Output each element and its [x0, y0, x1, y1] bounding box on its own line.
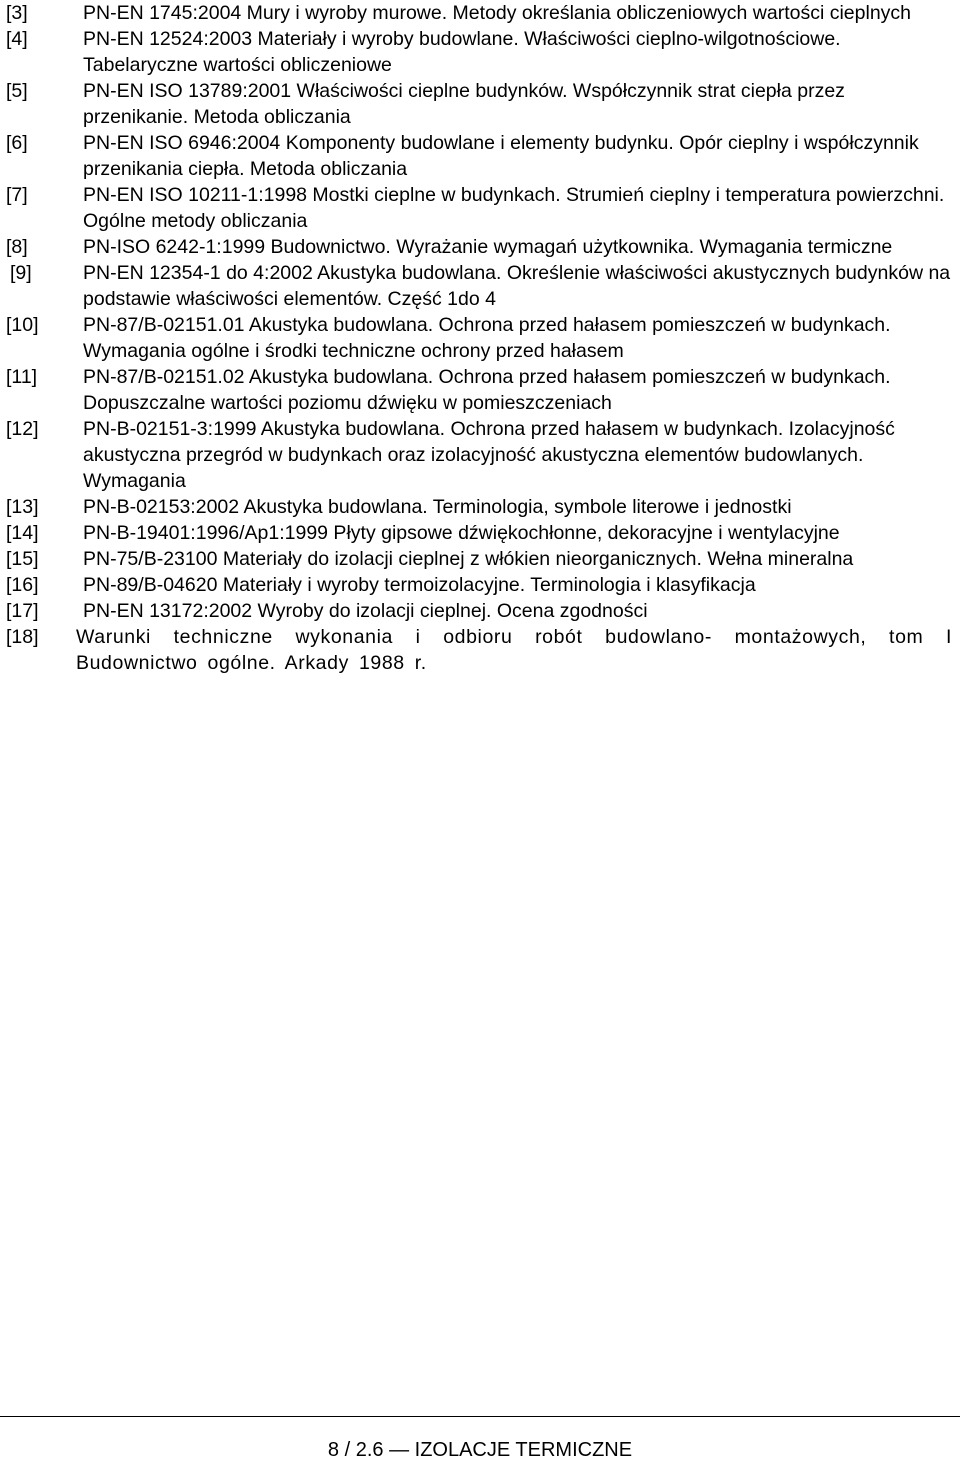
reference-number: [14]	[6, 522, 39, 544]
reference-item-18	[0, 624, 960, 676]
reference-number: [3]	[6, 2, 28, 24]
reference-item-11	[0, 364, 960, 416]
reference-item-14	[0, 520, 960, 546]
reference-text: PN-EN 1745:2004 Mury i wyroby murowe. Metody określania obliczeniowych wartości cieplnych	[83, 2, 912, 24]
reference-number: [8]	[6, 236, 28, 258]
reference-text: PN-89/B-04620 Materiały i wyroby termoizolacyjne. Terminologia i klasyfikacja	[83, 574, 756, 596]
reference-item-9	[0, 260, 960, 312]
reference-item-3	[0, 0, 960, 26]
reference-number: [18]	[6, 626, 39, 648]
reference-text: Warunki techniczne wykonania i odbioru robót budowlano- montażowych, tom I Budownictwo ogólne. Arkady 1988 r.	[76, 626, 952, 674]
reference-item-16	[0, 572, 960, 598]
reference-text: PN-EN ISO 13789:2001 Właściwości cieplne budynków. Współczynnik strat ciepła przez przenikanie. Metoda obliczania	[83, 80, 845, 128]
page-footer: 8 / 2.6 — IZOLACJE TERMICZNE	[327, 1439, 633, 1461]
reference-number: [11]	[6, 366, 38, 388]
reference-item-15	[0, 546, 960, 572]
reference-number: [17]	[6, 600, 39, 622]
reference-item-4	[0, 26, 960, 78]
reference-item-7	[0, 182, 960, 234]
reference-number: [9]	[10, 262, 32, 284]
reference-text: PN-EN 13172:2002 Wyroby do izolacji cieplnej. Ocena zgodności	[83, 600, 648, 622]
reference-item-6	[0, 130, 960, 182]
reference-number: [10]	[6, 314, 39, 336]
reference-item-17	[0, 598, 960, 624]
reference-text: PN-87/B-02151.01 Akustyka budowlana. Ochrona przed hałasem pomieszczeń w budynkach. Wymagania ogólne i środki techniczne ochrony przed hałasem	[83, 314, 891, 362]
reference-item-8	[0, 234, 960, 260]
reference-item-13	[0, 494, 960, 520]
reference-text: PN-B-02153:2002 Akustyka budowlana. Terminologia, symbole literowe i jednostki	[83, 496, 792, 518]
reference-text: PN-EN 12354-1 do 4:2002 Akustyka budowlana. Określenie właściwości akustycznych budynków na podstawie właściwości elementów. Część 1do 4	[83, 262, 951, 310]
reference-item-10	[0, 312, 960, 364]
footer-divider	[0, 1416, 960, 1417]
reference-number: [5]	[6, 80, 28, 102]
reference-text: PN-EN ISO 10211-1:1998 Mostki cieplne w budynkach. Strumień cieplny i temperatura powierzchni. Ogólne metody obliczania	[83, 184, 945, 232]
reference-number: [16]	[6, 574, 39, 596]
reference-text: PN-EN ISO 6946:2004 Komponenty budowlane i elementy budynku. Opór cieplny i współczynnik przenikania ciepła. Metoda obliczania	[83, 132, 919, 180]
reference-number: [12]	[6, 418, 39, 440]
reference-text: PN-B-19401:1996/Ap1:1999 Płyty gipsowe dźwiękochłonne, dekoracyjne i wentylacyjne	[83, 522, 840, 544]
reference-text: PN-ISO 6242-1:1999 Budownictwo. Wyrażanie wymagań użytkownika. Wymagania termiczne	[83, 236, 893, 258]
reference-text: PN-75/B-23100 Materiały do izolacji cieplnej z włókien nieorganicznych. Wełna mineralna	[83, 548, 854, 570]
reference-number: [7]	[6, 184, 28, 206]
reference-text: PN-EN 12524:2003 Materiały i wyroby budowlane. Właściwości cieplno-wilgotnościowe. Tabelaryczne wartości obliczeniowe	[83, 28, 841, 76]
reference-text: PN-87/B-02151.02 Akustyka budowlana. Ochrona przed hałasem pomieszczeń w budynkach. Dopuszczalne wartości poziomu dźwięku w pomieszczeniach	[83, 366, 891, 414]
reference-number: [4]	[6, 28, 28, 50]
reference-number: [6]	[6, 132, 28, 154]
reference-item-5	[0, 78, 960, 130]
reference-number: [13]	[6, 496, 39, 518]
reference-list	[0, 0, 960, 676]
reference-item-12	[0, 416, 960, 494]
reference-number: [15]	[6, 548, 39, 570]
reference-text: PN-B-02151-3:1999 Akustyka budowlana. Ochrona przed hałasem w budynkach. Izolacyjność akustyczna przegród w budynkach oraz izolacyjność akustyczna elementów budowlanych. Wymagania	[83, 418, 895, 492]
